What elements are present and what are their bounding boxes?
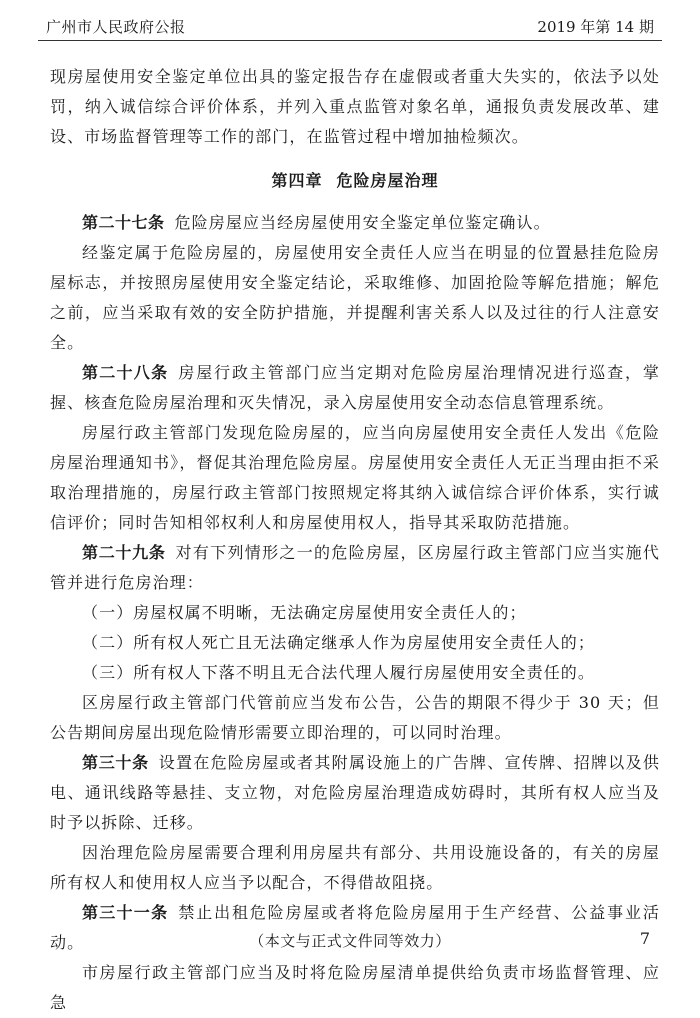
article-29-number: 第二十九条 (82, 543, 166, 562)
article-27 (50, 208, 660, 238)
issue-number: 2019 年第 14 期 (537, 18, 654, 36)
article-30-text: 设置在危险房屋或者其附属设施上的广告牌、宣传牌、招牌以及供电、通讯线路等悬挂、支立物，对危险房屋治理造成妨碍时，其所有权人应当及时予以拆除、迁移。 (50, 753, 660, 832)
chapter-number: 第四章 (271, 171, 323, 190)
article-29-item-1: （一）房屋权属不明晰，无法确定房屋使用安全责任人的； (82, 603, 527, 622)
article-29-text: 对有下列情形之一的危险房屋，区房屋行政主管部门应当实施代管并进行危房治理： (50, 543, 660, 592)
publication-title: 广州市人民政府公报 (46, 18, 186, 36)
article-28 (50, 358, 660, 418)
paragraph-continuation: 现房屋使用安全鉴定单位出具的鉴定报告存在虚假或者重大失实的，依法予以处罚，纳入诚信综合评价体系，并列入重点监管对象名单，通报负责发展改革、建设、市场监督管理等工作的部门，在监管过程中增加抽检频次。 (50, 67, 660, 146)
chapter-heading (50, 166, 660, 196)
article-27-paragraph-2: 经鉴定属于危险房屋的，房屋使用安全责任人应当在明显的位置悬挂危险房屋标志，并按照房屋使用安全鉴定结论，采取维修、加固抢险等解危措施；解危之前，应当采取有效的安全防护措施，并提醒利害关系人以及过往的行人注意安全。 (50, 243, 660, 352)
article-31-number: 第三十一条 (82, 903, 169, 922)
article-29-item-3: （三）所有权人下落不明且无合法代理人履行房屋使用安全责任的。 (82, 663, 596, 682)
article-31-paragraph-2: 市房屋行政主管部门应当及时将危险房屋清单提供给负责市场监督管理、应急 (50, 963, 660, 1012)
article-30 (50, 748, 660, 838)
article-27-text: 危险房屋应当经房屋使用安全鉴定单位鉴定确认。 (174, 213, 551, 232)
document-body (50, 62, 660, 1018)
article-28-paragraph-2: 房屋行政主管部门发现危险房屋的，应当向房屋使用安全责任人发出《危险房屋治理通知书》，督促其治理危险房屋。房屋使用安全责任人无正当理由拒不采取治理措施的，房屋行政主管部门按照规定将其纳入诚信综合评价体系，实行诚信评价；同时告知相邻权利人和房屋使用权人，指导其采取防范措施。 (50, 423, 660, 532)
article-29-paragraph-2: 区房屋行政主管部门代管前应当发布公告，公告的期限不得少于 30 天；但公告期间房屋出现危险情形需要立即治理的，可以同时治理。 (50, 693, 660, 742)
article-28-number: 第二十八条 (82, 363, 169, 382)
article-31-text: 禁止出租危险房屋或者将危险房屋用于生产经营、公益事业活动。 (50, 903, 660, 952)
article-27-number: 第二十七条 (82, 213, 165, 232)
page-number: 7 (639, 929, 650, 948)
article-30-number: 第三十条 (82, 753, 149, 772)
article-30-paragraph-2: 因治理危险房屋需要合理利用房屋共有部分、共用设施设备的，有关的房屋所有权人和使用权人应当予以配合，不得借故阻挠。 (50, 843, 660, 892)
footer-note: （本文与正式文件同等效力） (249, 932, 451, 950)
article-29-item-2: （二）所有权人死亡且无法确定继承人作为房屋使用安全责任人的； (82, 633, 596, 652)
article-29 (50, 538, 660, 598)
page-header (38, 14, 662, 41)
chapter-title: 危险房屋治理 (336, 171, 439, 190)
article-28-text: 房屋行政主管部门应当定期对危险房屋治理情况进行巡查，掌握、核查危险房屋治理和灭失情况，录入房屋使用安全动态信息管理系统。 (50, 363, 660, 412)
